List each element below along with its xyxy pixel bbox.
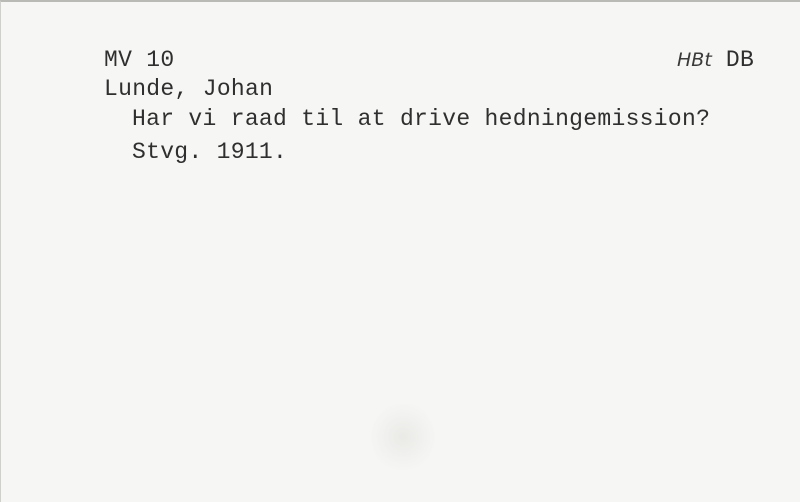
call-number: MV 10 bbox=[104, 47, 175, 73]
location-mark bbox=[677, 46, 754, 74]
handwritten-location-mark: HBt bbox=[677, 49, 712, 71]
imprint: Stvg. 1911. bbox=[132, 139, 288, 165]
author-name: Lunde, Johan bbox=[104, 76, 274, 102]
location-code: DB bbox=[725, 47, 755, 73]
paper-smudge bbox=[371, 402, 435, 472]
work-title: Har vi raad til at drive hedningemission? bbox=[132, 106, 711, 132]
